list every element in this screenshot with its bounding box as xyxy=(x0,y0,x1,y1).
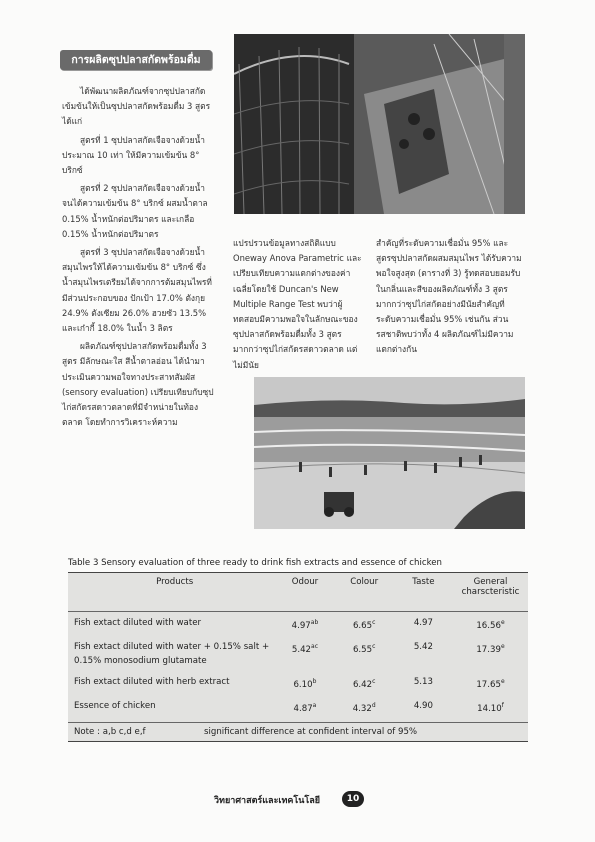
column-3-text: สำคัญที่ระดับความเชื่อมั่น 95% และสูตรซุปปลาสกัดผสมสมุนไพร ได้รับความพอใจสูงสุด (ตารางที่ 3) รู้ทดสอบยอมรับในกลิ่นและสีของผลิตภัณฑ์ทั้ง 3 สูตรมากกว่าซุปไก่สกัดอย่างมีนัยสำคัญที่ระดับความเชื่อมั่น 95% เช่นกัน ส่วนรสชาติพบว่าทั้ง 4 ผลิตภัณฑ์ไม่มีความแตกต่างกัน xyxy=(376,238,522,355)
page-footer xyxy=(214,791,374,807)
cell-odour: 4.87$^a$ xyxy=(293,701,317,714)
cell-odour: 4.97$^{ab}$ xyxy=(291,619,319,631)
table-row xyxy=(68,695,528,719)
photo-beach-image xyxy=(254,377,525,529)
note-label: Note : a,b c,d e,f xyxy=(74,726,146,737)
section-heading: การผลิตซุปปลาสกัดพร้อมดื่ม xyxy=(60,50,212,70)
header-taste: Taste xyxy=(412,577,435,587)
header-colour: Colour xyxy=(350,577,379,587)
column-1-text xyxy=(62,84,214,433)
table-row xyxy=(68,612,528,636)
photo-fish-cage-image xyxy=(234,34,525,214)
footer-title: วิทยาศาสตร์และเทคโนโลยี xyxy=(214,796,321,806)
cell-colour: 6.65$^c$ xyxy=(352,619,376,631)
header-general: General charscteristic xyxy=(461,577,520,597)
cell-taste: 4.90 xyxy=(413,700,433,711)
table-row xyxy=(68,671,528,695)
column-2-text: แปรปรวนข้อมูลทางสถิติแบบ Oneway Anova Parametric และเปรียบเทียบความแตกต่างของค่าเฉลี่ยโดยใช้ Duncan's New Multiple Range Test พบว่าผู้ทดสอบมีความพอใจในลักษณะของซุปปลาสกัดพร้อมดื่มทั้ง 3 สูตรมากกว่าซุปไก่สกัดรสดาวตลาด แต่ไม่มีนัย xyxy=(233,238,362,370)
paragraph: สูตรที่ 3 ซุปปลาสกัดเจือจางด้วยน้ำสมุนไพรให้ได้ความเข้มข้น 8° บริกซ์ ซึ่งน้ำสมุนไพรเตรียมได้จากการต้มสมุนไพรที่มีส่วนประกอบของ ปักเป้า 17.0% ตังกุย 24.9% ตังเซียม 26.0% ฮวยซัว 13.5% และเก๋ากี้ 18.0% ในน้ำ 3 ลิตร xyxy=(62,247,212,334)
cell-odour: 6.10$^b$ xyxy=(293,677,317,690)
table-body xyxy=(68,572,528,742)
table-3 xyxy=(68,558,528,742)
cell-general: 14.10$^f$ xyxy=(477,701,504,714)
table-note xyxy=(68,722,528,741)
paragraph: ผลิตภัณฑ์ซุปปลาสกัดพร้อมดื่มทั้ง 3 สูตร มีลักษณะใส สีน้ำตาลอ่อน ได้นำมาประเมินความพอใจทางประสาทสัมผัส (sensory evaluation) เปรียบเทียบกับซุปไก่สกัดรสดาวตลาดที่มีจำหน่ายในท้องตลาด โดยทำการวิเคราะห์ความ xyxy=(62,341,214,428)
cell-general: 17.65e xyxy=(476,677,505,690)
table-title: Table 3 Sensory evaluation of three ready to drink fish extracts and essence of chicken xyxy=(68,558,442,568)
table-row xyxy=(68,636,528,671)
cell-product: Essence of chicken xyxy=(74,700,156,711)
page-number: 10 xyxy=(342,791,364,807)
paragraph: ได้พัฒนาผลิตภัณฑ์จากซุปปลาสกัดเข้มข้นให้เป็นซุปปลาสกัดพร้อมดื่ม 3 สูตร ได้แก่ xyxy=(62,86,211,127)
cell-product: Fish extact diluted with herb extract xyxy=(74,676,230,687)
cell-colour: 6.42$^c$ xyxy=(352,677,376,690)
note-text: significant difference at confident interval of 95% xyxy=(204,726,418,737)
photo-beach xyxy=(254,377,525,529)
paragraph: สูตรที่ 2 ซุปปลาสกัดเจือจางด้วยน้ำจนได้ความเข้มข้น 8° บริกซ์ ผสมน้ำตาล 0.15% น้ำหนักต่อปริมาตร และเกลือ 0.15% น้ำหนักต่อปริมาตร xyxy=(62,183,208,239)
cell-odour: 5.42$^{ac}$ xyxy=(291,642,319,655)
cell-general: 17.39e xyxy=(476,642,505,655)
cell-colour: 4.32$^d$ xyxy=(352,701,376,714)
cell-product: Fish extact diluted with water xyxy=(74,618,202,628)
table-header-row xyxy=(68,573,528,612)
cell-taste: 5.13 xyxy=(413,676,433,687)
cell-product: Fish extact diluted with water + 0.15% salt + 0.15% monosodium glutamate xyxy=(74,641,270,666)
header-odour: Odour xyxy=(291,577,319,587)
cell-colour: 6.55$^c$ xyxy=(352,642,376,655)
cell-taste: 5.42 xyxy=(413,641,433,652)
paragraph: สูตรที่ 1 ซุปปลาสกัดเจือจางด้วยน้ำประมาณ 10 เท่า ให้มีความเข้มข้น 8° บริกซ์ xyxy=(62,134,205,176)
cell-general: 16.56e xyxy=(476,619,505,631)
cell-taste: 4.97 xyxy=(413,618,433,628)
photo-fish-cage xyxy=(234,34,525,214)
header-products: Products xyxy=(156,577,194,587)
